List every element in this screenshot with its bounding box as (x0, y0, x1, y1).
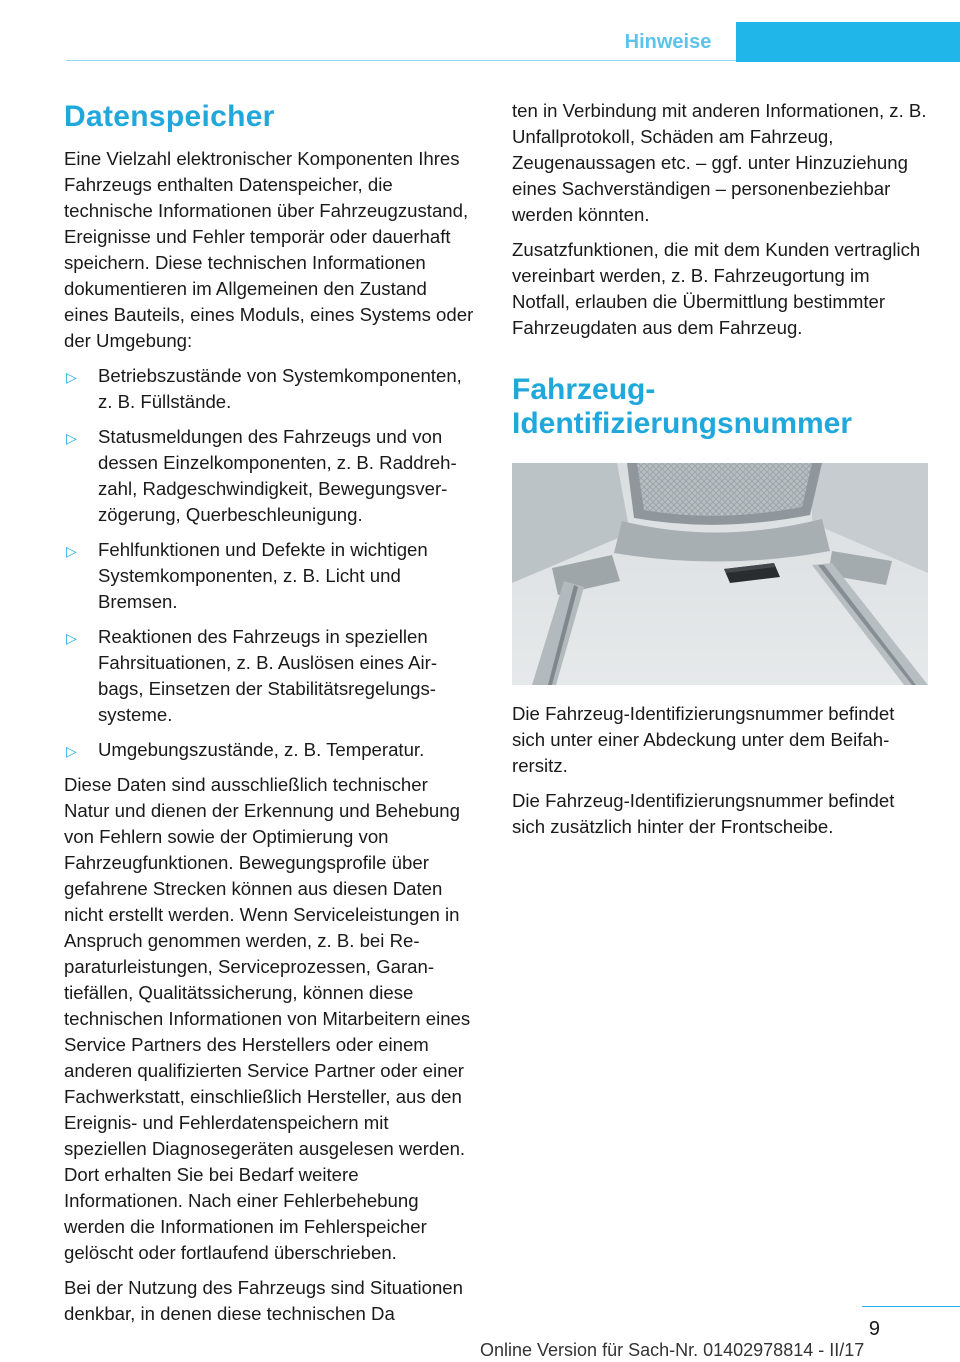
seat-underside-illustration (512, 463, 928, 685)
triangle-bullet-icon: ▷ (66, 630, 77, 646)
triangle-bullet-icon: ▷ (66, 743, 77, 759)
page-number: 9 (868, 1318, 880, 1340)
header-accent-bar (736, 22, 960, 62)
section-header-title: Hinweise (624, 31, 712, 53)
vin-location-paragraph: Die Fahrzeug-Identifizierungsnummer befindet sich unter einer Abdeckung unter dem Beifahrersitz. (512, 703, 895, 776)
right-column (512, 98, 930, 849)
list-item: ▷ Reaktionen des Fahrzeugs in speziellen Fahrsituationen, z. B. Auslösen eines Airbags, Einsetzen der Stabilitätsregelungssysteme. (66, 626, 438, 725)
continuation-paragraph: ten in Verbindung mit anderen Informationen, z. B. Unfallprotokoll, Schäden am Fahrzeug, Zeugenaussagen etc. – ggf. unter Hinzuziehung eines Sachverständigen – personenbeziehbar werden könnten. (512, 100, 927, 225)
heading-vin: Fahrzeug- Identifizierungsnummer (512, 373, 853, 440)
footer-rule (862, 1306, 960, 1307)
vin-windshield-paragraph: Die Fahrzeug-Identifizierungsnummer befindet sich zusätzlich hinter der Frontscheibe. (512, 790, 895, 837)
seat-vin-photo (512, 463, 928, 685)
online-version-footer: Online Version für Sach-Nr. 01402978814 - II/17 (480, 1340, 865, 1360)
left-column (64, 98, 476, 1336)
list-item: ▷ Fehlfunktionen und Defekte in wichtigen Systemkomponenten, z. B. Licht und Bremsen. (66, 539, 428, 612)
bullet-list (64, 363, 476, 763)
intro-paragraph: Eine Vielzahl elektronischer Komponenten Ihres Fahrzeugs enthalten Datenspeicher, die technische Informationen über Fahrzeugzustand, Ereignisse und Fehler temporär oder dauerhaft speichern. Diese technischen Informationen dokumentieren im Allgemeinen den Zustand eines Bauteils, eines Moduls, eines Systems oder der Umgebung: (64, 148, 474, 351)
additional-functions-paragraph: Zusatzfunktionen, die mit dem Kunden vertraglich vereinbart werden, z. B. Fahrzeugortung im Notfall, erlauben die Übermittlung bestimmter Fahrzeugdaten aus dem Fahrzeug. (512, 239, 921, 338)
list-item: ▷ Statusmeldungen des Fahrzeugs und von dessen Einzelkomponenten, z. B. Raddrehzahl, Radgeschwindigkeit, Bewegungsverzögerung, Querbeschleunigung. (66, 426, 457, 525)
list-item: ▷ Betriebszustände von Systemkomponenten, z. B. Füllstände. (66, 365, 462, 412)
data-paragraph: Diese Daten sind ausschließlich technischer Natur und dienen der Erkennung und Behebung von Fehlern sowie der Optimierung von Fahrzeugfunktionen. Bewegungsprofile über gefahrene Strecken können aus diesen Daten nicht erstellt werden. Wenn Serviceleistungen in Anspruch genommen werden, z. B. bei Reparaturleistungen, Serviceprozessen, Garantiefällen, Qualitätssicherung, können diese technischen Informationen von Mitarbeitern eines Service Partners des Herstellers oder einem anderen qualifizierten Service Partner oder einer Fachwerkstatt, einschließlich Hersteller, aus den Ereignis- und Fehlerdatenspeichern mit speziellen Diagnosegeräten ausgelesen werden. Dort erhalten Sie bei Bedarf weitere Informationen. Nach einer Fehlerbehebung werden die Informationen im Fehlerspeicher gelöscht oder fortlaufend überschrieben. (64, 774, 471, 1263)
triangle-bullet-icon: ▷ (66, 430, 77, 446)
usage-paragraph: Bei der Nutzung des Fahrzeugs sind Situationen denkbar, in denen diese technischen Da (64, 1277, 463, 1324)
triangle-bullet-icon: ▷ (66, 369, 77, 385)
triangle-bullet-icon: ▷ (66, 543, 77, 559)
list-item: ▷ Umgebungszustände, z. B. Temperatur. (64, 737, 476, 763)
heading-datenspeicher: Datenspeicher (64, 100, 275, 133)
